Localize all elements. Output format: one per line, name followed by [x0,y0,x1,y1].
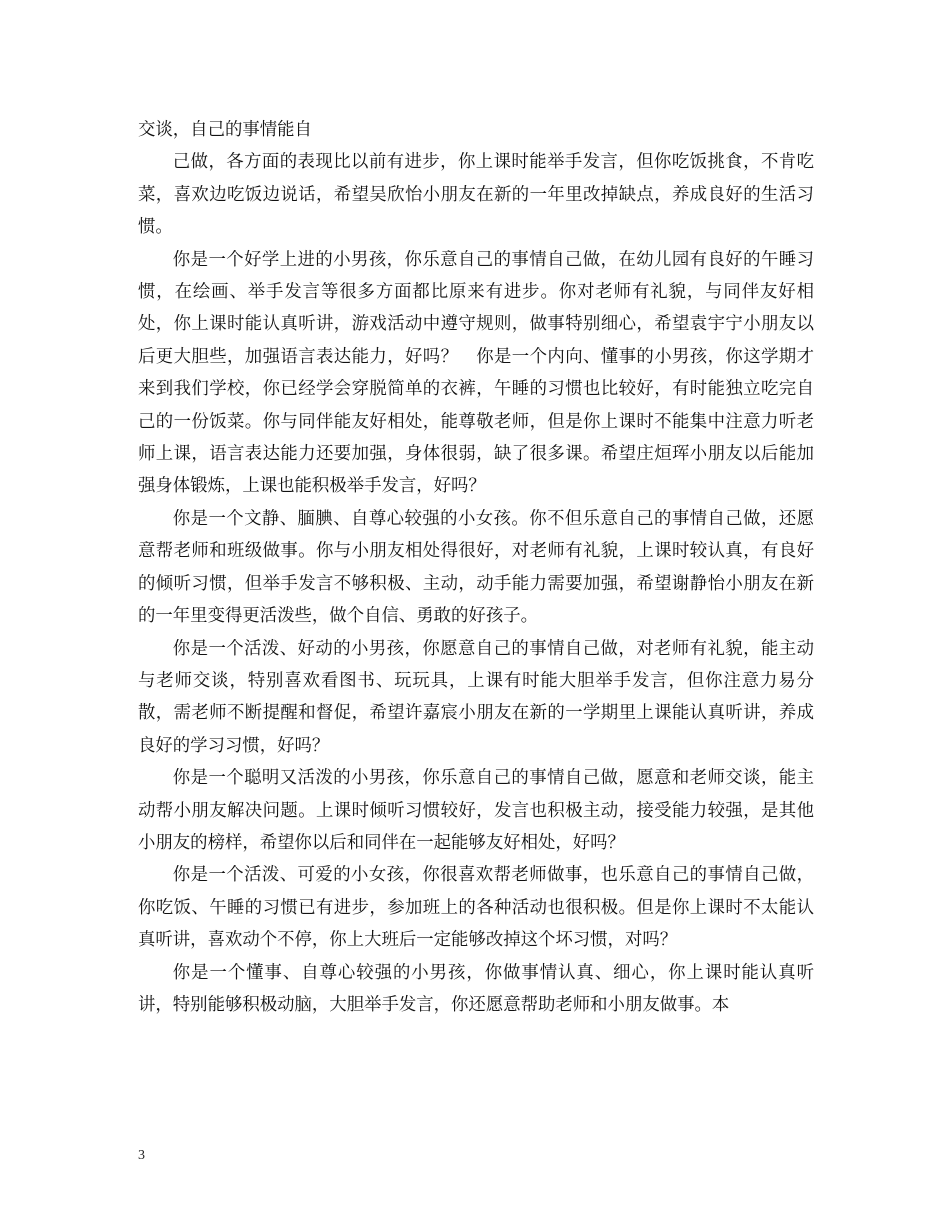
paragraph-8: 你是一个懂事、自尊心较强的小男孩，你做事情认真、细心，你上课时能认真听讲，特别能够积极动脑，大胆举手发言，你还愿意帮助老师和小朋友做事。本 [138,962,814,1015]
paragraph-7: 你是一个活泼、可爱的小女孩，你很喜欢帮老师做事，也乐意自己的事情自己做，你吃饭、午睡的习惯已有进步，参加班上的各种活动也很积极。但是你上课时不太能认真听讲，喜欢动个不停，你上大班后一定能够改掉这个坏习惯，对吗？ [138,865,814,951]
page-number: 3 [138,1148,145,1163]
paragraph-3: 你是一个好学上进的小男孩，你乐意自己的事情自己做，在幼儿园有良好的午睡习惯，在绘画、举手发言等很多方面都比原来有进步。你对老师有礼貌，与同伴友好相处，你上课时能认真听讲，游戏活动中遵守规则，做事特别细心，希望袁宇宁小朋友以后更大胆些，加强语言表达能力，好吗？ 你是一个内向、懂事的小男孩，你这学期才来到我们学校，你已经学会穿脱简单的衣裤，午睡的习惯也比较好，有时能独立吃完自己的一份饭菜。你与同伴能友好相处，能尊敬老师，但是你上课时不能集中注意力听老师上课，语言表达能力还要加强，身体很弱，缺了很多课。希望庄烜珲小朋友以后能加强身体锻炼，上课也能积极举手发言，好吗？ [138,249,814,497]
paragraph-6: 你是一个聪明又活泼的小男孩，你乐意自己的事情自己做，愿意和老师交谈，能主动帮小朋友解决问题。上课时倾听习惯较好，发言也积极主动，接受能力较强，是其他小朋友的榜样，希望你以后和同伴在一起能够友好相处，好吗？ [138,768,814,853]
document-body [138,114,814,1021]
paragraph-1: 交谈，自己的事情能自 [138,120,312,140]
paragraph-4: 你是一个文静、腼腆、自尊心较强的小女孩。你不但乐意自己的事情自己做，还愿意帮老师和班级做事。你与小朋友相处得很好，对老师有礼貌，上课时较认真，有良好的倾听习惯，但举手发言不够积极、主动，动手能力需要加强，希望谢静怡小朋友在新的一年里变得更活泼些，做个自信、勇敢的好孩子。 [138,508,814,627]
paragraph-5: 你是一个活泼、好动的小男孩，你愿意自己的事情自己做，对老师有礼貌，能主动与老师交谈，特别喜欢看图书、玩玩具，上课有时能大胆举手发言，但你注意力易分散，需老师不断提醒和督促，希望许嘉宸小朋友在新的一学期里上课能认真听讲，养成良好的学习习惯，好吗？ [138,638,814,756]
paragraph-2: 己做，各方面的表现比以前有进步，你上课时能举手发言，但你吃饭挑食，不肯吃菜，喜欢边吃饭边说话，希望吴欣怡小朋友在新的一年里改掉缺点，养成良好的生活习惯。 [138,152,814,238]
